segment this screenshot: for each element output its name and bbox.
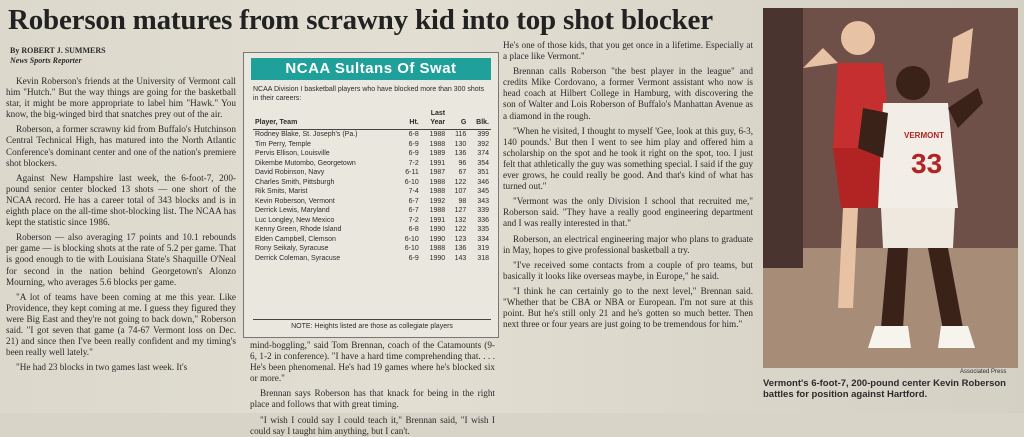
cell-games: 136	[454, 150, 467, 157]
cell-year: 1988	[429, 188, 446, 195]
cell-height: 6-9	[408, 140, 419, 148]
cell-year: 1992	[429, 197, 446, 205]
header-g: G	[447, 118, 468, 130]
table-row	[253, 130, 491, 140]
shot-block-table	[253, 109, 491, 263]
cell-blocks: 354	[477, 159, 489, 167]
table-row	[253, 254, 491, 264]
table-row	[253, 206, 491, 216]
cell-height: 6-9	[408, 150, 419, 157]
table-row	[253, 187, 491, 197]
cell-height: 6-10	[404, 178, 419, 186]
paragraph: "I think he can certainly go to the next level," Brennan said. "Whether that be CBA or NBA or European. I'm not sure at this point. But he's still only 21 and he's gotten so much better. Then next three or four years are just going to be tremendous for him."	[503, 285, 753, 330]
cell-games: 136	[454, 245, 467, 252]
cell-blocks: 339	[477, 207, 489, 214]
headline: Roberson matures from scrawny kid into top shot blocker	[8, 4, 713, 36]
cell-height: 6-7	[408, 197, 419, 205]
article-column-3	[503, 40, 753, 410]
paragraph: mind-boggling," said Tom Brennan, coach of the Catamounts (9-6, 1-2 in conference). "I have a hard time comprehending that. . . . He's been phenomenal. He's had 19 games where he's blocked six or more."	[250, 340, 495, 384]
cell-year: 1990	[429, 235, 446, 243]
cell-height: 6-7	[408, 207, 419, 214]
jersey-number: 33	[911, 148, 943, 179]
news-photo	[763, 8, 1018, 368]
cell-games: 96	[458, 159, 467, 167]
cell-player: Tim Perry, Temple	[255, 140, 311, 148]
cell-blocks: 399	[477, 131, 489, 138]
table-row	[253, 235, 491, 245]
cell-blocks: 346	[477, 178, 489, 186]
cell-player: Luc Longley, New Mexico	[255, 216, 335, 224]
table-row	[253, 159, 491, 169]
table-row	[253, 140, 491, 150]
cell-blocks: 318	[477, 254, 489, 262]
cell-player: Charles Smith, Pittsburgh	[255, 178, 335, 186]
sidebar-intro: NCAA Division I basketball players who have blocked more than 300 shots in their careers:	[253, 86, 485, 102]
cell-games: 143	[454, 254, 467, 262]
cell-games: 123	[454, 235, 467, 243]
paragraph: Roberson, a former scrawny kid from Buffalo's Hutchinson Central Technical High, has matured into the North Atlantic Conference's dominant center and one of the nation's premiere shot blockers.	[6, 124, 236, 168]
cell-height: 6-10	[404, 235, 419, 243]
paragraph: "I wish I could say I could teach it," Brennan said, "I wish I could say I taught him anything, but I can't.	[250, 414, 495, 436]
paragraph: Against New Hampshire last week, the 6-foot-7, 200-pound senior center blocked 13 shots — one short of the NCAA record. He has a career total of 343 blocks and is in eighth place on the all-time shot-blocking list. The NCAA has kept the statistic since 1986.	[6, 172, 236, 228]
paragraph: "I've received some contacts from a couple of pro teams, but basically it looks like overseas maybe, in Europe," he said.	[503, 259, 753, 281]
cell-blocks: 319	[477, 245, 489, 252]
photo-caption: Vermont's 6-foot-7, 200-pound center Kevin Roberson battles for position against Hartford.	[763, 378, 1006, 400]
paragraph: "When he visited, I thought to myself 'Gee, look at this guy, 6-3, 140 pounds.' But then I went to see him play and offered him a scholarship on the spot and he took it right on the spot, too. I just felt that athletically the guy was something special. I said if the guy ever grows, he could really be good. And that's kind of what has turned out."	[503, 125, 753, 192]
cell-player: Kenny Green, Rhode Island	[255, 226, 342, 233]
cell-games: 122	[454, 226, 467, 233]
cell-height: 6-11	[405, 169, 419, 176]
cell-player: Rodney Blake, St. Joseph's (Pa.)	[255, 131, 358, 138]
byline	[10, 46, 235, 66]
cell-blocks: 345	[477, 188, 489, 195]
sidebar-title: NCAA Sultans Of Swat	[251, 58, 491, 80]
header-year: Year	[421, 118, 447, 130]
table-row	[253, 244, 491, 254]
byline-name: By ROBERT J. SUMMERS	[10, 46, 106, 55]
paragraph: Brennan says Roberson has that knack for being in the right place and follows that with great timing.	[250, 388, 495, 410]
header-last: Last	[430, 110, 446, 117]
cell-player: Dikembe Mutombo, Georgetown	[255, 159, 356, 167]
cell-year: 1988	[429, 207, 446, 214]
cell-games: 122	[454, 178, 467, 186]
cell-height: 7-2	[408, 216, 419, 224]
article-column-2	[250, 340, 495, 436]
table-row	[253, 178, 491, 188]
table-row	[253, 225, 491, 235]
cell-year: 1989	[429, 150, 446, 157]
cell-player: Rony Seikaly, Syracuse	[255, 245, 329, 252]
cell-blocks: 392	[477, 140, 489, 148]
cell-year: 1988	[429, 140, 446, 148]
cell-year: 1990	[429, 254, 446, 262]
cell-blocks: 335	[477, 226, 489, 233]
paragraph: "He had 23 blocks in two games last week. It's	[16, 362, 188, 373]
cell-games: 67	[458, 169, 467, 176]
cell-player: Pervis Ellison, Louisville	[255, 150, 330, 157]
cell-height: 7-2	[408, 159, 419, 167]
cell-blocks: 336	[477, 216, 489, 224]
table-body	[253, 130, 491, 264]
basketball-photo-illustration	[763, 8, 1018, 368]
table-row	[253, 197, 491, 207]
paragraph: Roberson — also averaging 17 points and 10.1 rebounds per game — is blocking shots at the rate of 5.2 per game. That is good enough to tie with Louisiana State's Shaquille O'Neal for second in the nation behind Georgetown's Alonzo Mourning, who averages 5.6 blocks per game.	[6, 232, 236, 287]
sidebar-note: NOTE: Heights listed are those as collegiate players	[253, 319, 491, 330]
cell-blocks: 343	[477, 197, 489, 205]
cell-year: 1988	[429, 131, 446, 138]
cell-games: 127	[454, 207, 467, 214]
cell-games: 107	[454, 188, 467, 195]
header-ht: Ht.	[397, 118, 421, 130]
cell-player: Derrick Lewis, Maryland	[255, 207, 330, 214]
cell-player: Rik Smits, Marist	[255, 188, 308, 195]
cell-year: 1987	[429, 169, 446, 176]
cell-games: 116	[455, 131, 467, 138]
byline-title: News Sports Reporter	[10, 56, 82, 65]
cell-games: 132	[454, 216, 467, 224]
cell-player: Derrick Coleman, Syracuse	[255, 254, 341, 262]
cell-height: 6-8	[408, 226, 419, 233]
paragraph: "A lot of teams have been coming at me this year. Like Providence, they kept coming at me. I guess they figured they were Big East and they're not going to back down," Roberson said. "I got seven that game (a 74-67 Vermont loss on Dec. 21) and since then I've been really confident and my timing's been really well lately."	[6, 291, 236, 358]
paragraph: "Vermont was the only Division I school that recruited me," Roberson said. "They have a really good engineering department and I was really interested in that."	[503, 196, 753, 229]
cell-height: 6-10	[404, 245, 419, 252]
cell-height: 6-8	[408, 131, 419, 138]
cell-games: 98	[458, 197, 467, 205]
table-row	[253, 216, 491, 226]
stats-sidebar	[243, 52, 499, 338]
cell-height: 6-9	[408, 254, 419, 262]
header-blk: Blk.	[468, 118, 491, 130]
table-row	[253, 149, 491, 159]
paragraph: He's one of those kids, that you get once in a lifetime. Especially at a place like Vermont."	[503, 40, 753, 62]
cell-year: 1988	[429, 178, 446, 186]
cell-year: 1991	[429, 216, 446, 224]
cell-year: 1991	[429, 159, 446, 167]
cell-blocks: 351	[477, 169, 489, 176]
table-row	[253, 168, 491, 178]
header-player: Player, Team	[253, 118, 397, 130]
cell-year: 1990	[429, 226, 446, 233]
paragraph: Kevin Roberson's friends at the University of Vermont call him "Hutch." But the way things are going for the basketball star, it might be more appropriate to label him "Hawk." You know, the big-winged bird that snatches prey out of the air.	[6, 76, 236, 120]
paragraph: Brennan calls Roberson "the best player in the league" and credits Mike Cordovano, a former Vermont assistant who now is head coach at Hilbert College in Hamburg, with discovering the son of Walter and Lois Roberson of Buffalo's Manhattan Avenue as a diamond in the rough.	[503, 66, 753, 121]
cell-blocks: 374	[477, 150, 489, 157]
cell-player: Kevin Roberson, Vermont	[255, 197, 335, 205]
paragraph: Roberson, an electrical engineering major who plans to graduate in May, hopes to give professional basketball a try.	[503, 233, 753, 255]
cell-year: 1988	[429, 245, 446, 252]
cell-player: David Robinson, Navy	[255, 169, 325, 176]
cell-height: 7-4	[408, 188, 419, 195]
article-column-1	[6, 76, 236, 410]
jersey-text: VERMONT	[904, 131, 944, 140]
cell-games: 130	[454, 140, 467, 148]
cell-blocks: 334	[477, 235, 489, 243]
photo-credit: Associated Press	[960, 369, 1007, 375]
cell-player: Elden Campbell, Clemson	[255, 235, 336, 243]
